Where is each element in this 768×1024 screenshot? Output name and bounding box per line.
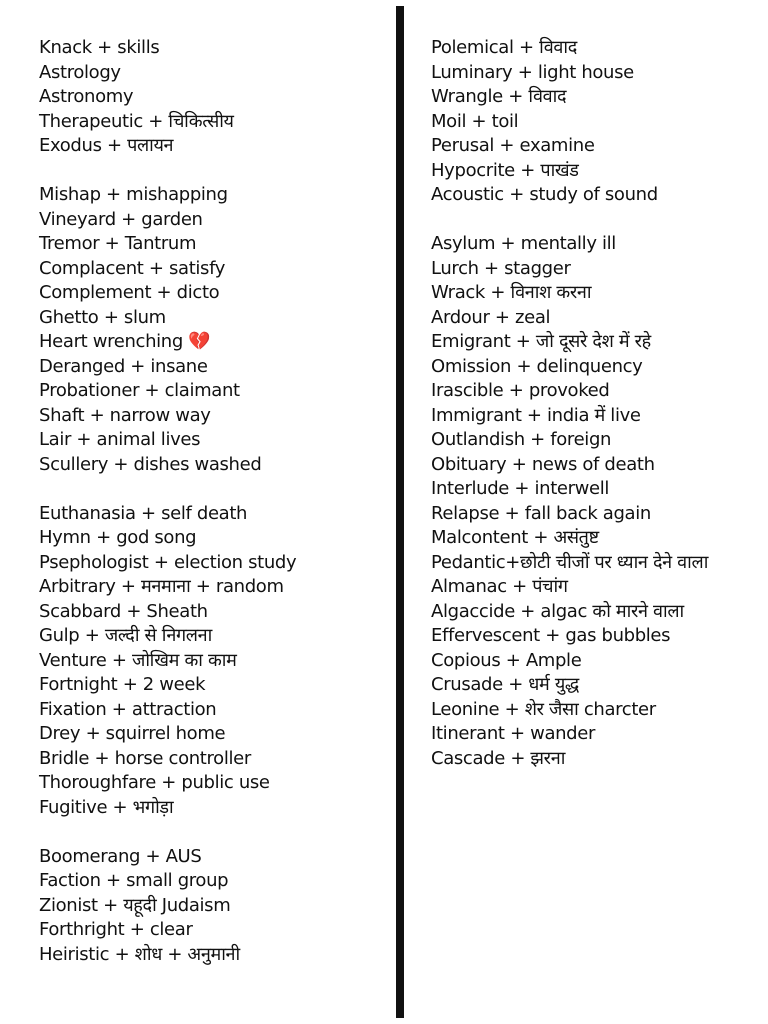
vocabulary-entry: Crusade + धर्म युद्ध <box>431 674 579 695</box>
vocabulary-entry: Acoustic + study of sound <box>431 184 658 205</box>
vocabulary-entry: Venture + जोखिम का काम <box>39 649 237 671</box>
vocabulary-entry: Omission + delinquency <box>431 355 643 377</box>
vocabulary-entry: Probationer + claimant <box>39 380 240 401</box>
vocabulary-entry: Moil + toil <box>431 110 519 132</box>
vocabulary-entry: Shaft + narrow way <box>39 404 211 426</box>
word-group <box>431 36 761 208</box>
vocabulary-entry: Forthright + clear <box>39 919 193 940</box>
vocabulary-entry: Knack + skills <box>39 37 160 58</box>
vocabulary-entry: Lurch + stagger <box>431 257 571 279</box>
vocabulary-entry: Scullery + dishes washed <box>39 453 262 475</box>
vocabulary-entry: Immigrant + india में live <box>431 404 641 426</box>
vocabulary-entry: Vineyard + garden <box>39 208 203 230</box>
vocabulary-entry: Complement + dicto <box>39 282 220 303</box>
vocabulary-entry: Bridle + horse controller <box>39 747 251 769</box>
vocabulary-entry: Fugitive + भगोड़ा <box>39 796 174 818</box>
vocabulary-entry: Therapeutic + चिकित्सीय <box>39 110 234 132</box>
vocabulary-entry: Perusal + examine <box>431 135 595 156</box>
vocabulary-entry: Pedantic+छोटी चीजों पर ध्यान देने वाला <box>431 551 709 573</box>
vocabulary-entry: Effervescent + gas bubbles <box>431 625 671 646</box>
vocabulary-entry: Ghetto + slum <box>39 306 166 328</box>
right-vocabulary-column <box>431 36 761 796</box>
vocabulary-entry: Algaccide + algac को मारने वाला <box>431 600 684 622</box>
vocabulary-entry: Zionist + यहूदी Judaism <box>39 894 231 916</box>
vocabulary-entry: Almanac + पंचांग <box>431 576 568 597</box>
word-group <box>39 502 389 821</box>
vocabulary-entry: Heiristic + शोध + अनुमानी <box>39 943 240 965</box>
vocabulary-entry: Itinerant + wander <box>431 723 596 744</box>
vocabulary-entry: Astronomy <box>39 86 134 107</box>
vocabulary-entry: Outlandish + foreign <box>431 429 612 450</box>
vocabulary-entry: Asylum + mentally ill <box>431 233 616 254</box>
vocabulary-entry: Obituary + news of death <box>431 453 655 475</box>
vocabulary-entry: Malcontent + असंतुष्ट <box>431 527 599 548</box>
vocabulary-entry: Relapse + fall back again <box>431 502 651 524</box>
vocabulary-entry: Euthanasia + self death <box>39 502 248 524</box>
vocabulary-entry: Luminary + light house <box>431 61 634 83</box>
vocabulary-entry: Deranged + insane <box>39 355 208 377</box>
vocabulary-entry: Scabbard + Sheath <box>39 600 208 622</box>
vocabulary-entry: Faction + small group <box>39 870 229 891</box>
vocabulary-entry: Hymn + god song <box>39 527 197 548</box>
vocabulary-entry: Psephologist + election study <box>39 551 297 573</box>
vocabulary-entry: Exodus + पलायन <box>39 135 174 156</box>
vocabulary-entry: Mishap + mishapping <box>39 184 228 205</box>
left-vocabulary-column <box>39 36 389 992</box>
vocabulary-entry: Leonine + शेर जैसा charcter <box>431 698 656 720</box>
word-group <box>39 845 389 968</box>
vocabulary-entry: Drey + squirrel home <box>39 723 226 744</box>
vocabulary-entry: Gulp + जल्दी से निगलना <box>39 625 212 646</box>
vocabulary-entry: Wrack + विनाश करना <box>431 282 592 303</box>
vocabulary-entry: Hypocrite + पाखंड <box>431 159 579 181</box>
vocabulary-entry: Boomerang + AUS <box>39 845 202 867</box>
word-group <box>431 232 761 771</box>
vocabulary-entry: Fortnight + 2 week <box>39 674 206 695</box>
word-group <box>39 36 389 159</box>
vocabulary-entry: Interlude + interwell <box>431 478 610 499</box>
vocabulary-entry: Cascade + झरना <box>431 747 566 769</box>
vocabulary-entry: Lair + animal lives <box>39 429 201 450</box>
vocabulary-entry: Tremor + Tantrum <box>39 233 197 254</box>
vocabulary-entry: Fixation + attraction <box>39 698 217 720</box>
vocabulary-entry: Polemical + विवाद <box>431 37 577 58</box>
vocabulary-entry: Emigrant + जो दूसरे देश में रहे <box>431 331 651 352</box>
column-divider <box>396 6 404 1018</box>
vocabulary-entry: Thoroughfare + public use <box>39 772 270 793</box>
vocabulary-entry: Astrology <box>39 61 121 83</box>
vocabulary-entry: Irascible + provoked <box>431 380 610 401</box>
vocabulary-entry: Heart wrenching 💔 <box>39 331 211 352</box>
vocabulary-entry: Ardour + zeal <box>431 306 551 328</box>
vocabulary-entry: Arbitrary + मनमाना + random <box>39 576 284 597</box>
vocabulary-entry: Wrangle + विवाद <box>431 86 567 107</box>
word-group <box>39 183 389 477</box>
vocabulary-entry: Copious + Ample <box>431 649 582 671</box>
vocabulary-entry: Complacent + satisfy <box>39 257 226 279</box>
